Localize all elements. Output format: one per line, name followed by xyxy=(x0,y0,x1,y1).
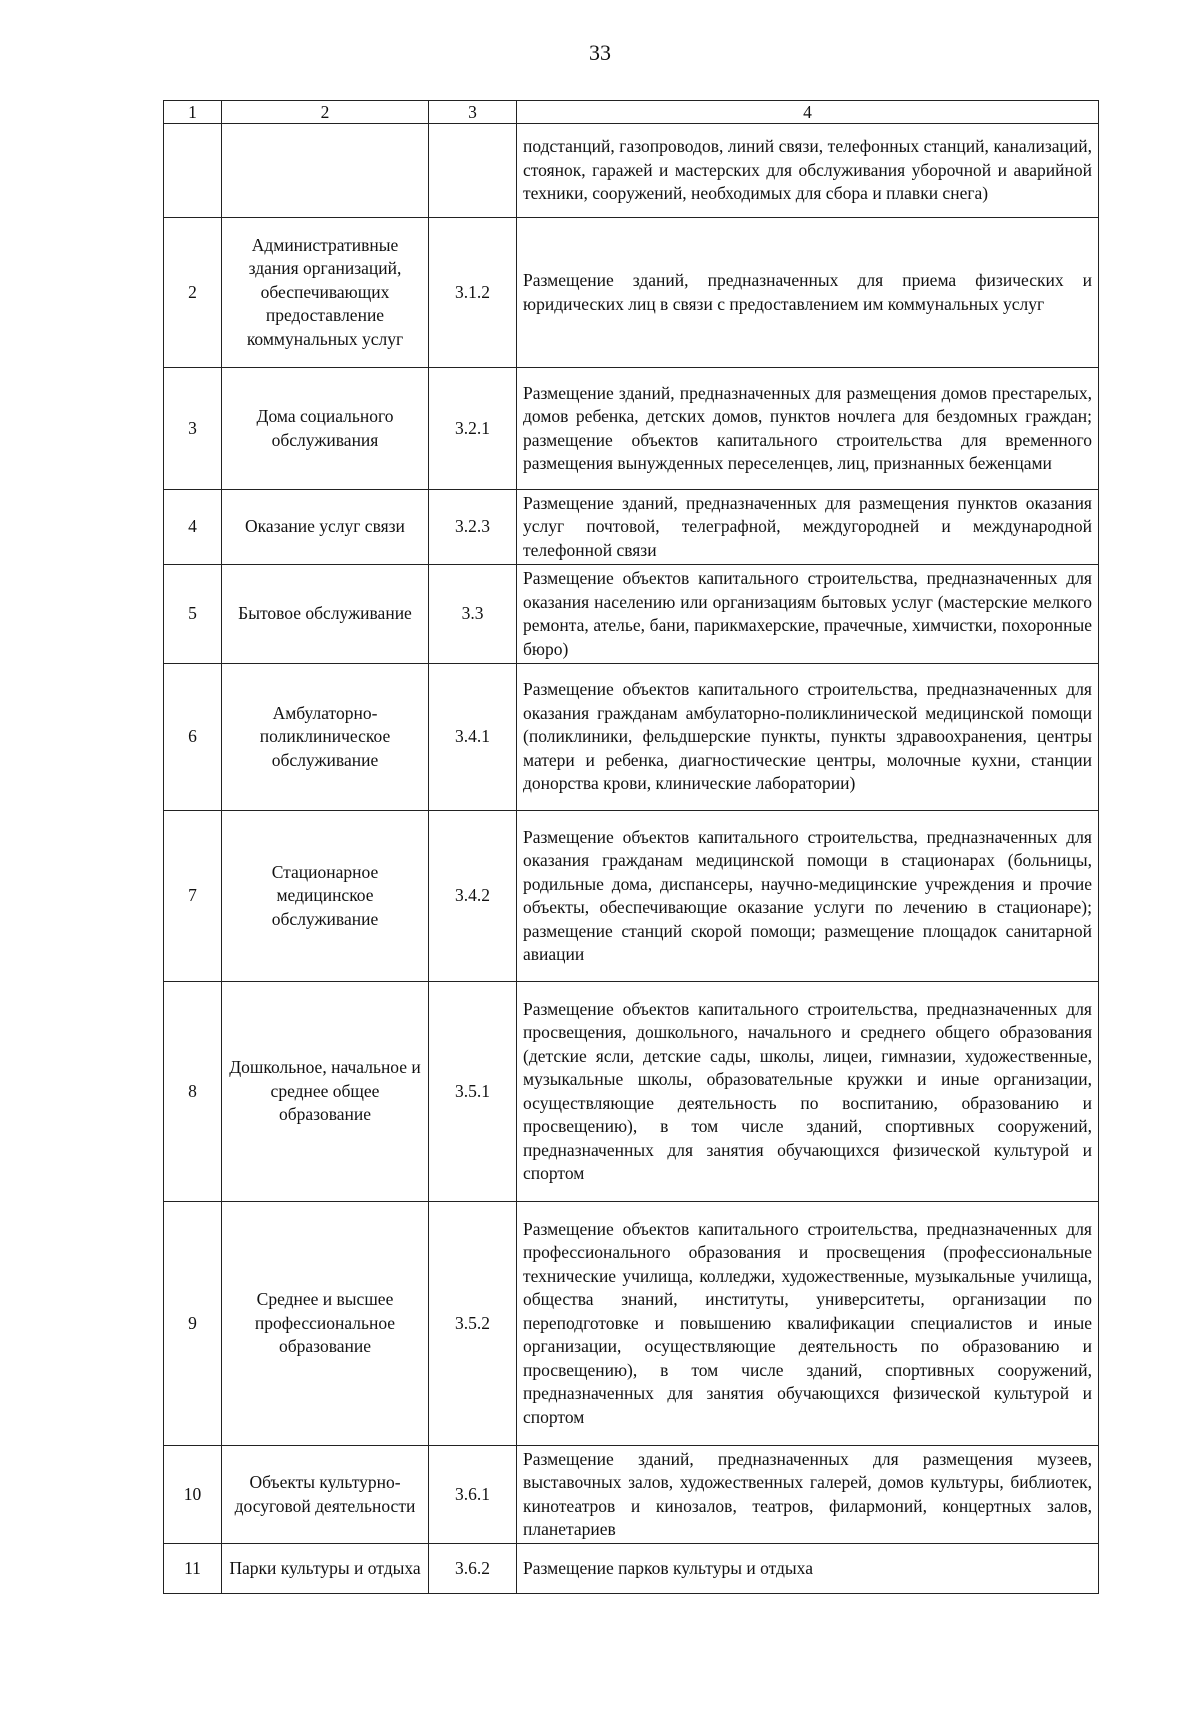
row-name xyxy=(222,124,429,218)
row-number: 5 xyxy=(164,565,222,664)
row-code: 3.1.2 xyxy=(429,218,517,368)
column-header: 4 xyxy=(517,101,1099,124)
table-row xyxy=(164,1202,1099,1446)
land-use-table xyxy=(163,100,1099,1594)
row-name: Парки культуры и отдыха xyxy=(222,1544,429,1594)
row-description: Размещение объектов капитального строительства, предназначенных для оказания гражданам амбулаторно-поликлинической медицинской помощи (поликлиники, фельдшерские пункты, пункты здравоохранения, центры матери и ребенка, диагностические центры, молочные кухни, станции донорства крови, клинические лаборатории) xyxy=(517,664,1099,811)
row-name: Бытовое обслуживание xyxy=(222,565,429,664)
table-row xyxy=(164,1446,1099,1544)
row-code: 3.6.2 xyxy=(429,1544,517,1594)
row-name: Стационарное медицинское обслуживание xyxy=(222,811,429,982)
table-row xyxy=(164,368,1099,490)
row-number: 11 xyxy=(164,1544,222,1594)
row-number: 4 xyxy=(164,490,222,565)
row-name: Среднее и высшее профессиональное образование xyxy=(222,1202,429,1446)
row-code: 3.3 xyxy=(429,565,517,664)
page-number: 33 xyxy=(589,40,611,65)
row-number: 8 xyxy=(164,982,222,1202)
table-header-row xyxy=(164,101,1099,124)
table-row xyxy=(164,218,1099,368)
row-name: Дома социального обслуживания xyxy=(222,368,429,490)
row-code: 3.4.2 xyxy=(429,811,517,982)
row-description: Размещение объектов капитального строительства, предназначенных для оказания гражданам медицинской помощи в стационарах (больницы, родильные дома, диспансеры, научно-медицинские учреждения и прочие объекты, обеспечивающие оказание услуги по лечению в стационаре); размещение станций скорой помощи; размещение площадок санитарной авиации xyxy=(517,811,1099,982)
row-name: Дошкольное, начальное и среднее общее образование xyxy=(222,982,429,1202)
row-description: Размещение зданий, предназначенных для приема физических и юридических лиц в связи с предоставлением им коммунальных услуг xyxy=(517,218,1099,368)
row-code: 3.2.3 xyxy=(429,490,517,565)
row-description: подстанций, газопроводов, линий связи, телефонных станций, канализаций, стоянок, гаражей и мастерских для обслуживания уборочной и аварийной техники, сооружений, необходимых для сбора и плавки снега) xyxy=(517,124,1099,218)
table-row xyxy=(164,664,1099,811)
table-row xyxy=(164,811,1099,982)
row-code xyxy=(429,124,517,218)
row-name: Амбулаторно-поликлиническое обслуживание xyxy=(222,664,429,811)
table-row xyxy=(164,1544,1099,1594)
table-row xyxy=(164,490,1099,565)
row-code: 3.5.2 xyxy=(429,1202,517,1446)
row-name: Оказание услуг связи xyxy=(222,490,429,565)
row-description: Размещение парков культуры и отдыха xyxy=(517,1544,1099,1594)
row-number: 10 xyxy=(164,1446,222,1544)
row-number: 2 xyxy=(164,218,222,368)
table-row xyxy=(164,124,1099,218)
row-description: Размещение объектов капитального строительства, предназначенных для просвещения, дошкольного, начального и среднего общего образования (детские ясли, детские сады, школы, лицеи, гимназии, художественные, музыкальные школы, образовательные кружки и иные организации, осуществляющие деятельность по воспитанию, образованию и просвещению), в том числе зданий, спортивных сооружений, предназначенных для занятия обучающихся физической культурой и спортом xyxy=(517,982,1099,1202)
row-number xyxy=(164,124,222,218)
table-row xyxy=(164,565,1099,664)
table-row xyxy=(164,982,1099,1202)
row-code: 3.4.1 xyxy=(429,664,517,811)
row-description: Размещение зданий, предназначенных для размещения пунктов оказания услуг почтовой, телеграфной, междугородней и международной телефонной связи xyxy=(517,490,1099,565)
row-number: 3 xyxy=(164,368,222,490)
row-number: 9 xyxy=(164,1202,222,1446)
column-header: 1 xyxy=(164,101,222,124)
row-number: 7 xyxy=(164,811,222,982)
row-description: Размещение зданий, предназначенных для размещения музеев, выставочных залов, художественных галерей, домов культуры, библиотек, кинотеатров и кинозалов, театров, филармоний, концертных залов, планетариев xyxy=(517,1446,1099,1544)
row-name: Объекты культурно-досуговой деятельности xyxy=(222,1446,429,1544)
row-description: Размещение зданий, предназначенных для размещения домов престарелых, домов ребенка, детских домов, пунктов ночлега для бездомных граждан; размещение объектов капитального строительства для временного размещения вынужденных переселенцев, лиц, признанных беженцами xyxy=(517,368,1099,490)
row-description: Размещение объектов капитального строительства, предназначенных для оказания населению или организациям бытовых услуг (мастерские мелкого ремонта, ателье, бани, парикмахерские, прачечные, химчистки, похоронные бюро) xyxy=(517,565,1099,664)
row-name: Административные здания организаций, обеспечивающих предоставление коммунальных услуг xyxy=(222,218,429,368)
row-code: 3.6.1 xyxy=(429,1446,517,1544)
row-code: 3.5.1 xyxy=(429,982,517,1202)
column-header: 2 xyxy=(222,101,429,124)
column-header: 3 xyxy=(429,101,517,124)
row-description: Размещение объектов капитального строительства, предназначенных для профессионального образования и просвещения (профессиональные технические училища, колледжи, художественные, музыкальные училища, общества знаний, институты, университеты, организации по переподготовке и повышению квалификации специалистов и иные организации, осуществляющие деятельность по образованию и просвещению), в том числе зданий, спортивных сооружений, предназначенных для занятия обучающихся физической культурой и спортом xyxy=(517,1202,1099,1446)
row-code: 3.2.1 xyxy=(429,368,517,490)
row-number: 6 xyxy=(164,664,222,811)
